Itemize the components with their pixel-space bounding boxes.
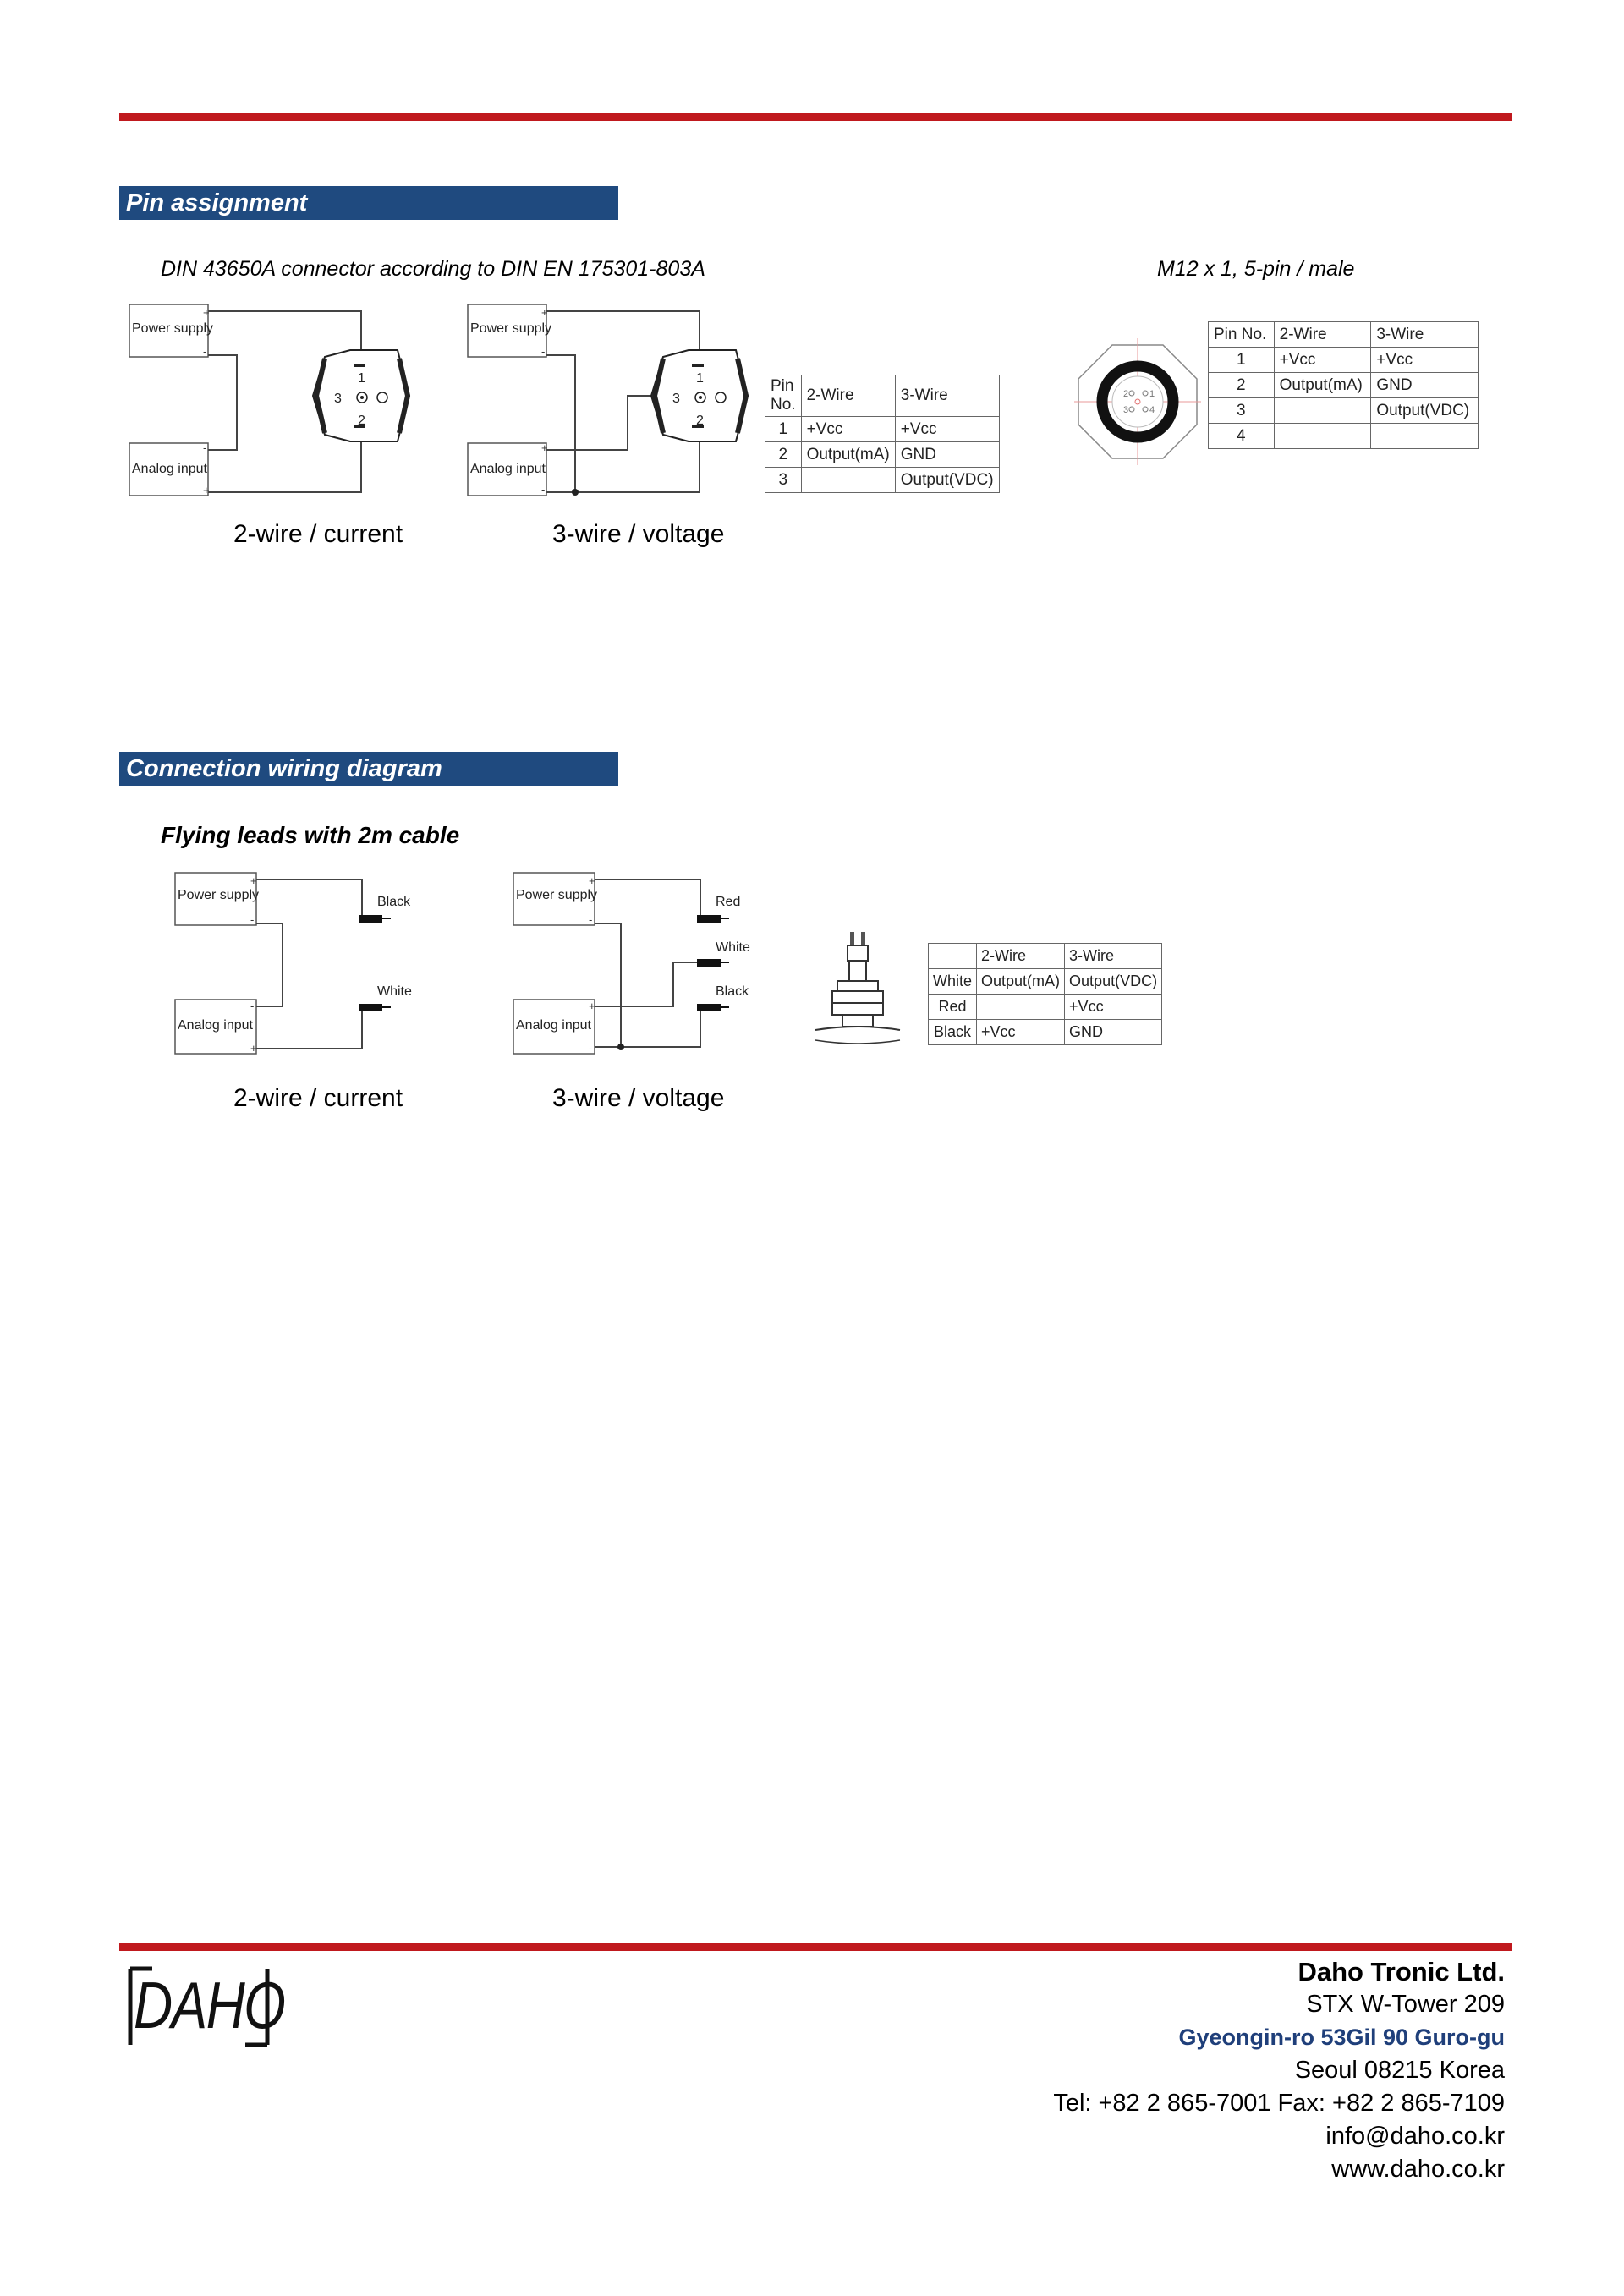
svg-text:+: + bbox=[541, 441, 548, 454]
table-cell: 2 bbox=[765, 442, 802, 468]
table-cell: Output(VDC) bbox=[1065, 969, 1162, 995]
svg-text:2: 2 bbox=[696, 414, 704, 428]
table-row bbox=[929, 1020, 1162, 1045]
table-cell: Output(VDC) bbox=[1371, 398, 1479, 424]
table-cell: +Vcc bbox=[895, 417, 999, 442]
table-row bbox=[1209, 424, 1479, 449]
caption-2wire-current: 2-wire / current bbox=[233, 1084, 403, 1112]
table-cell: 1 bbox=[1209, 348, 1275, 373]
m12-connector-drawing bbox=[1074, 338, 1201, 465]
table-header-cell: Pin No. bbox=[1209, 322, 1275, 348]
table-cell: +Vcc bbox=[1371, 348, 1479, 373]
svg-text:1: 1 bbox=[696, 371, 704, 386]
table-header-cell: 2-Wire bbox=[1274, 322, 1371, 348]
svg-text:-: - bbox=[203, 345, 207, 358]
email-link[interactable]: info@daho.co.kr bbox=[1325, 2123, 1505, 2150]
table-row bbox=[1209, 348, 1479, 373]
power-supply-label: Power supply bbox=[516, 888, 598, 902]
table-row bbox=[1209, 373, 1479, 398]
power-supply-label: Power supply bbox=[470, 321, 552, 336]
wire-label-white: White bbox=[716, 940, 750, 955]
table-cell: Output(mA) bbox=[801, 442, 895, 468]
address-line-2: Gyeongin-ro 53Gil 90 Guro-gu bbox=[1178, 2025, 1505, 2050]
din-pin-table bbox=[765, 375, 1000, 493]
din-2wire-diagram bbox=[129, 301, 416, 504]
daho-logo bbox=[127, 1960, 285, 2053]
company-name: Daho Tronic Ltd. bbox=[1298, 1957, 1505, 1986]
table-cell: 3 bbox=[1209, 398, 1275, 424]
svg-text:+: + bbox=[250, 1042, 257, 1055]
wire-label-red: Red bbox=[716, 895, 741, 909]
svg-text:3: 3 bbox=[672, 392, 680, 406]
table-row bbox=[929, 969, 1162, 995]
table-cell: 1 bbox=[765, 417, 802, 442]
table-cell: Output(mA) bbox=[1274, 373, 1371, 398]
din-connector-label: DIN 43650A connector according to DIN EN 175301-803A bbox=[161, 257, 705, 281]
svg-text:2: 2 bbox=[358, 414, 365, 428]
svg-text:-: - bbox=[589, 1042, 593, 1055]
svg-text:+: + bbox=[250, 874, 257, 887]
svg-text:+: + bbox=[589, 1000, 595, 1012]
table-header-cell: 3-Wire bbox=[895, 375, 999, 417]
table-cell: 2 bbox=[1209, 373, 1275, 398]
svg-text:3: 3 bbox=[334, 392, 342, 406]
phone-fax: Tel: +82 2 865-7001 Fax: +82 2 865-7109 bbox=[1053, 2090, 1505, 2117]
table-cell: +Vcc bbox=[1065, 995, 1162, 1020]
footer-rule bbox=[119, 1943, 1512, 1951]
table-cell: Output(mA) bbox=[977, 969, 1065, 995]
sensor-cable-drawing bbox=[812, 930, 905, 1057]
din-3wire-diagram bbox=[467, 301, 754, 504]
table-row bbox=[765, 417, 1000, 442]
power-supply-label: Power supply bbox=[132, 321, 214, 336]
analog-input-label: Analog input bbox=[516, 1018, 591, 1033]
m12-pin-table bbox=[1208, 321, 1479, 449]
table-cell: Red bbox=[929, 995, 977, 1020]
analog-input-label: Analog input bbox=[470, 462, 546, 476]
table-cell: +Vcc bbox=[977, 1020, 1065, 1045]
table-cell bbox=[801, 468, 895, 493]
table-cell bbox=[977, 995, 1065, 1020]
svg-text:3: 3 bbox=[1123, 405, 1129, 415]
table-header-row bbox=[765, 375, 1000, 417]
wire-label-black: Black bbox=[716, 984, 749, 999]
m12-connector-label: M12 x 1, 5-pin / male bbox=[1157, 257, 1355, 281]
wire-label-black: Black bbox=[377, 895, 411, 909]
table-header-row bbox=[929, 944, 1162, 969]
svg-text:-: - bbox=[203, 441, 207, 454]
table-header-row bbox=[1209, 322, 1479, 348]
svg-text:-: - bbox=[541, 345, 546, 358]
flying-leads-subtitle: Flying leads with 2m cable bbox=[161, 822, 460, 848]
svg-text:+: + bbox=[203, 306, 210, 319]
section-header-connection-wiring: Connection wiring diagram bbox=[119, 752, 618, 786]
address-line-1: STX W-Tower 209 bbox=[1306, 1991, 1505, 2018]
leads-3wire-diagram bbox=[513, 869, 766, 1055]
table-header-cell: Pin No. bbox=[765, 375, 802, 417]
svg-text:-: - bbox=[589, 913, 593, 926]
sensor-cable-svg bbox=[812, 930, 905, 1057]
footer-contact-block bbox=[1053, 1955, 1505, 2186]
table-header-cell: 3-Wire bbox=[1065, 944, 1162, 969]
svg-text:4: 4 bbox=[1149, 405, 1155, 415]
svg-text:-: - bbox=[250, 1000, 255, 1012]
table-cell: 3 bbox=[765, 468, 802, 493]
address-line-3: Seoul 08215 Korea bbox=[1294, 2057, 1505, 2084]
table-header-cell: 2-Wire bbox=[801, 375, 895, 417]
table-cell: +Vcc bbox=[1274, 348, 1371, 373]
table-cell: Black bbox=[929, 1020, 977, 1045]
wire-color-table bbox=[928, 943, 1162, 1045]
svg-text:+: + bbox=[203, 484, 210, 496]
table-cell: 4 bbox=[1209, 424, 1275, 449]
table-cell bbox=[1371, 424, 1479, 449]
website-link[interactable]: www.daho.co.kr bbox=[1331, 2156, 1505, 2183]
table-header-cell: 2-Wire bbox=[977, 944, 1065, 969]
analog-input-label: Analog input bbox=[178, 1018, 253, 1033]
wire-label-white: White bbox=[377, 984, 412, 999]
table-cell: +Vcc bbox=[801, 417, 895, 442]
table-cell bbox=[1274, 398, 1371, 424]
svg-text:1: 1 bbox=[358, 371, 365, 386]
svg-text:2: 2 bbox=[1123, 389, 1129, 399]
top-rule bbox=[119, 113, 1512, 121]
daho-logo-text: DAHO bbox=[134, 1968, 285, 2042]
table-row bbox=[929, 995, 1162, 1020]
table-cell: Output(VDC) bbox=[895, 468, 999, 493]
caption-2wire-current: 2-wire / current bbox=[233, 520, 403, 548]
section-header-pin-assignment: Pin assignment bbox=[119, 186, 618, 220]
table-cell: GND bbox=[895, 442, 999, 468]
svg-text:+: + bbox=[589, 874, 595, 887]
table-cell: White bbox=[929, 969, 977, 995]
table-cell bbox=[1274, 424, 1371, 449]
svg-text:-: - bbox=[541, 484, 546, 496]
caption-3wire-voltage: 3-wire / voltage bbox=[552, 520, 725, 548]
svg-text:+: + bbox=[541, 306, 548, 319]
svg-text:1: 1 bbox=[1149, 389, 1155, 399]
power-supply-label: Power supply bbox=[178, 888, 260, 902]
table-row bbox=[765, 468, 1000, 493]
svg-text:-: - bbox=[250, 913, 255, 926]
table-cell: GND bbox=[1371, 373, 1479, 398]
analog-input-label: Analog input bbox=[132, 462, 207, 476]
table-row bbox=[765, 442, 1000, 468]
table-header-cell bbox=[929, 944, 977, 969]
table-cell: GND bbox=[1065, 1020, 1162, 1045]
m12-connector-svg bbox=[1074, 338, 1201, 465]
table-row bbox=[1209, 398, 1479, 424]
leads-2wire-diagram bbox=[174, 869, 428, 1055]
table-header-cell: 3-Wire bbox=[1371, 322, 1479, 348]
caption-3wire-voltage: 3-wire / voltage bbox=[552, 1084, 725, 1112]
